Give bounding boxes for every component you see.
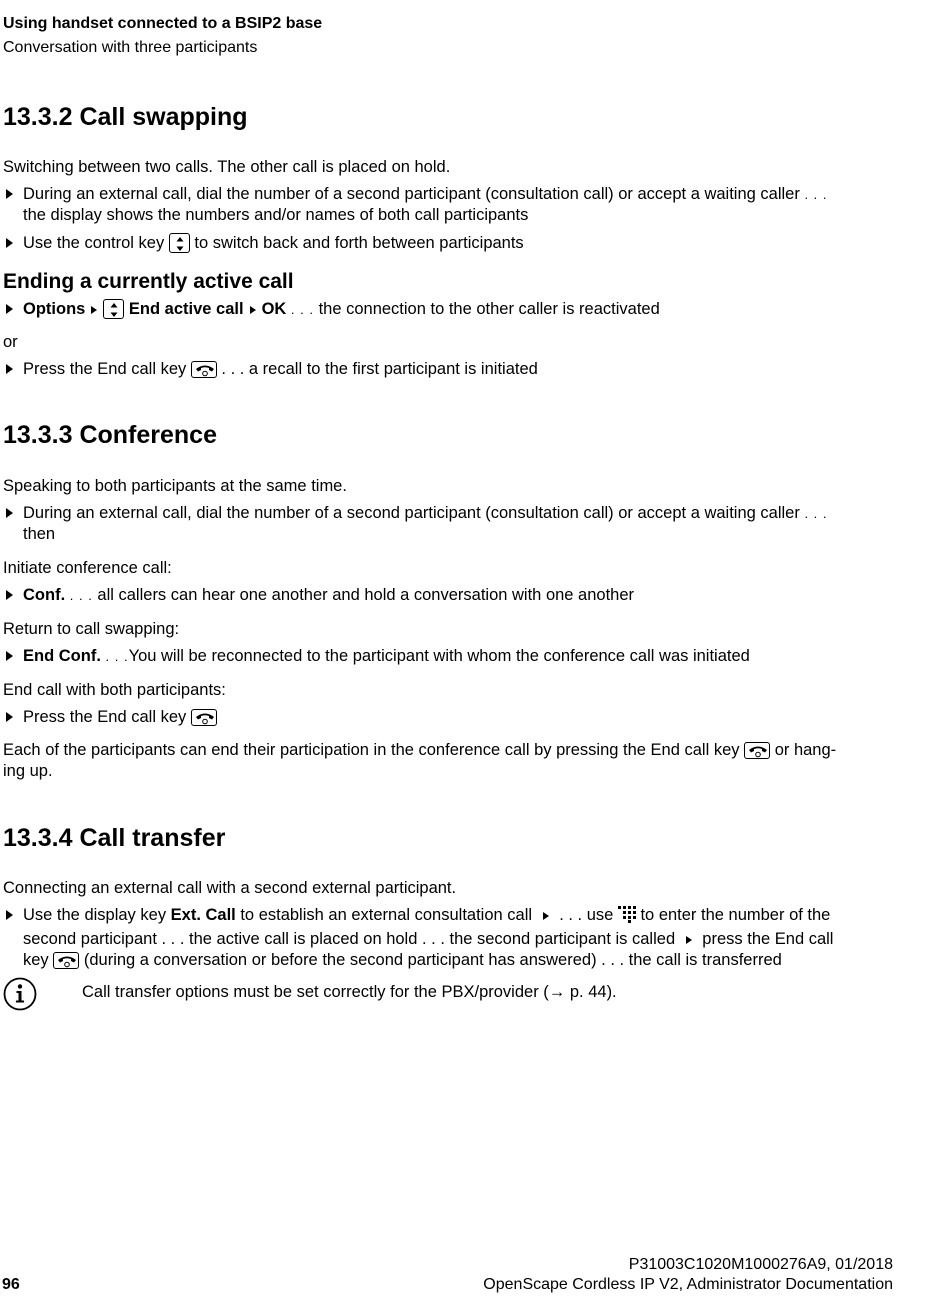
list-item: Conf. . . . all callers can hear one another and hold a conversation with one another: [3, 585, 893, 606]
bullet-triangle-icon: [6, 304, 13, 314]
end-call-key-icon: [191, 361, 217, 378]
return-to-swapping-label: Return to call swapping:: [3, 620, 180, 638]
section-heading-call-transfer: 13.3.4 Call transfer: [3, 824, 226, 852]
bullet-triangle-icon: [6, 508, 13, 518]
conf-key-label: Conf.: [23, 586, 66, 604]
bullet-triangle-icon: [6, 590, 13, 600]
end-conf-key-label: End Conf.: [23, 647, 101, 665]
subsection-heading-ending-active-call: Ending a currently active call: [3, 270, 294, 293]
right-arrow-icon: →: [548, 983, 566, 1001]
bullet-triangle-icon: [6, 189, 13, 199]
bullet-triangle-icon: [6, 651, 13, 661]
conference-end-paragraph: Each of the participants can end their participation in the conference call by pressing the End call key or hang- ing up.: [3, 741, 837, 780]
keypad-icon: [618, 906, 636, 929]
info-note: Call transfer options must be set correctly for the PBX/provider (→ p. 44).: [82, 983, 617, 1001]
bullet-triangle-icon: [6, 712, 13, 722]
list-item: During an external call, dial the number of a second participant (consultation call) or accept a waiting caller . . . the display shows the numbers and/or names of both call participants: [3, 184, 893, 226]
bullet-triangle-icon: [6, 364, 13, 374]
page-number: 96: [2, 1276, 20, 1293]
or-text: or: [3, 333, 18, 351]
end-call-key-icon: [744, 742, 770, 759]
ok-label: OK: [261, 300, 287, 318]
list-item: During an external call, dial the number of a second participant (consultation call) or accept a waiting caller . . . then: [3, 503, 893, 545]
initiate-conference-label: Initiate conference call:: [3, 559, 172, 577]
end-active-call-label: End active call: [128, 300, 244, 318]
control-key-icon: [103, 299, 124, 319]
footer-doc-id: P31003C1020M1000276A9, 01/2018: [628, 1256, 893, 1273]
list-item: End Conf. . . .You will be reconnected to the participant with whom the conference call was initiated: [3, 646, 893, 667]
end-call-key-icon: [191, 709, 217, 726]
call-swapping-intro: Switching between two calls. The other call is placed on hold.: [3, 158, 451, 176]
list-item: Use the control key to switch back and forth between participants: [3, 233, 893, 254]
call-transfer-intro: Connecting an external call with a second external participant.: [3, 879, 457, 897]
menu-arrow-icon: [543, 912, 549, 920]
control-key-icon: [169, 233, 190, 253]
menu-arrow-icon: [250, 306, 256, 314]
list-item: Options End active call OK . . . the connection to the other caller is reactivated: [3, 299, 893, 320]
menu-arrow-icon: [91, 306, 97, 314]
list-item: Press the End call key: [3, 707, 893, 728]
bullet-triangle-icon: [6, 910, 13, 920]
section-heading-call-swapping: 13.3.2 Call swapping: [3, 103, 248, 131]
section-heading-conference: 13.3.3 Conference: [3, 421, 217, 449]
running-header-title: Using handset connected to a BSIP2 base: [3, 15, 323, 32]
bullet-triangle-icon: [6, 238, 13, 248]
list-item: Press the End call key . . . a recall to the first participant is initiated: [3, 359, 893, 380]
options-menu-label: Options: [23, 300, 86, 318]
menu-arrow-icon: [686, 936, 692, 944]
list-item: Use the display key Ext. Call to establish an external consultation call . . . use to enter the number of the second participant . . . the active call is placed on hold . . . the second participant is called press the End call key (during a conversation or before the second participant has answered) . . . the call is transferred: [3, 905, 893, 971]
running-header-subtitle: Conversation with three participants: [3, 39, 258, 56]
conference-intro: Speaking to both participants at the same time.: [3, 477, 347, 495]
footer-doc-title: OpenScape Cordless IP V2, Administrator Documentation: [483, 1276, 893, 1293]
info-icon: [3, 977, 37, 1011]
ext-call-key-label: Ext. Call: [170, 906, 236, 924]
end-call-key-icon: [53, 952, 79, 969]
end-call-both-label: End call with both participants:: [3, 681, 226, 699]
